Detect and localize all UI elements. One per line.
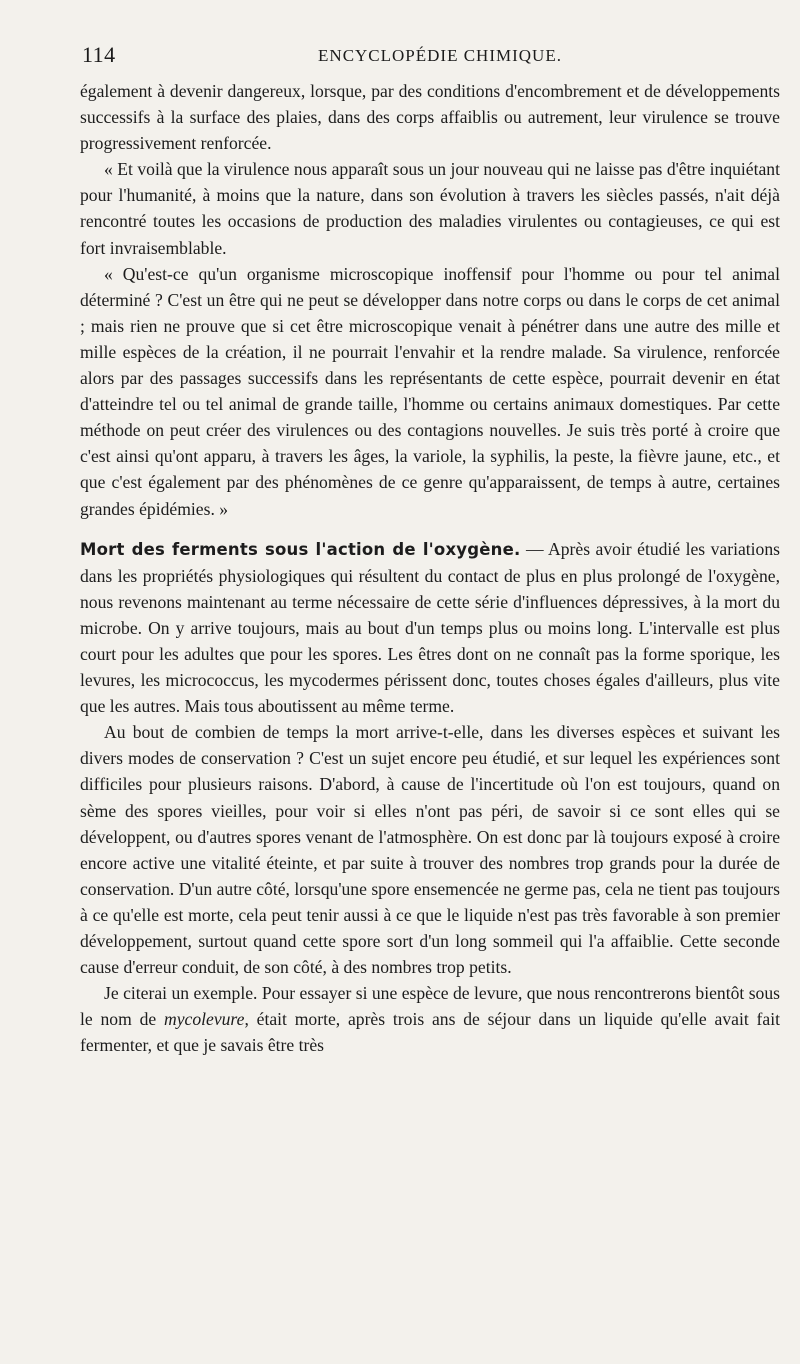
header-title: ENCYCLOPÉDIE CHIMIQUE. bbox=[318, 46, 562, 65]
paragraph bbox=[80, 980, 780, 1058]
paragraph: « Qu'est-ce qu'un organisme microscopique inoffensif pour l'homme ou pour tel animal déterminé ? C'est un être qui ne peut se développer dans notre corps ou dans le corps de cet animal ; mais rien ne prouve que si cet être microscopique venait à pénétrer dans une autre des mille et mille espèces de la création, il ne pourrait l'envahir et la rendre malade. Sa virulence, renforcée alors par des passages successifs dans les représentants de cette espèce, pourrait devenir en état d'atteindre tel ou tel animal de grande taille, l'homme ou certains animaux domestiques. Par cette méthode on peut créer des virulences ou des contagions nouvelles. Je suis très porté à croire que c'est ainsi qu'ont apparu, à travers les âges, la variole, la syphilis, la peste, la fièvre jaune, etc., et que c'est également par des phénomènes de ce genre qu'apparaissent, de temps à autre, certaines grandes épidémies. » bbox=[80, 263, 780, 519]
running-head bbox=[80, 38, 780, 78]
paragraph: Au bout de combien de temps la mort arrive-t-elle, dans les diverses espèces et suivant les divers modes de conservation ? C'est un sujet encore peu étudié, et sur lequel les expériences sont difficiles pour plusieurs raisons. D'abord, à cause de l'incertitude où l'on est toujours, quand on sème des spores vieilles, pour voir si elles n'ont pas péri, de savoir si ce sont elles qui se développent, ou d'autres spores venant de l'atmosphère. On est donc par là toujours exposé à croire encore active une vitalité éteinte, et par suite à trouver des nombres trop grands pour la durée de conservation. D'un autre côté, lorsqu'une spore ensemencée ne germe pas, cela ne tient pas toujours à ce qu'elle est morte, cela peut tenir aussi à ce que le liquide n'est pas très favorable à son premier développement, surtout quand cette spore sort d'un long sommeil qui l'a affaiblie. Cette seconde cause d'erreur conduit, de son côté, à des nombres trop petits. bbox=[80, 722, 780, 978]
section-paragraph-text: — Après avoir étudié les variations dans les propriétés physiologiques qui résultent du contact de plus en plus prolongé de l'oxygène, nous revenons maintenant au terme nécessaire de cette série d'influences dépressives, à la mort du microbe. On y arrive toujours, mais au bout d'un temps plus ou moins long. L'intervalle est plus court pour les adultes que pour les spores. Les êtres dont on ne connaît pas la forme sporique, les levures, les micrococcus, les mycodermes périssent donc, toutes choses égales d'ailleurs, plus vite que les autres. Mais tous aboutissent au même terme. bbox=[80, 538, 780, 717]
paragraph: également à devenir dangereux, lorsque, par des conditions d'encombrement et de développements successifs à la surface des plaies, dans des corps affaiblis ou autrement, leur virulence se trouve progressivement renforcée. bbox=[80, 81, 780, 154]
section-heading: Mort des ferments sous l'action de l'oxygène. bbox=[80, 539, 521, 559]
paragraph: « Et voilà que la virulence nous apparaît sous un jour nouveau qui ne laisse pas d'être inquiétant pour l'humanité, à moins que la nature, dans son évolution à travers les siècles passés, n'ait déjà rencontré toutes les occasions de production des maladies virulentes ou contagieuses, ce qui est fort invraisemblable. bbox=[80, 159, 780, 258]
paragraph-text-before: Je citerai un exemple. Pour essayer si une espèce de levure, que nous rencontrerons bientôt sous le nom de bbox=[80, 983, 780, 1030]
page-number: 114 bbox=[82, 42, 116, 67]
paragraph-text-after: , était morte, après trois ans de séjour dans un liquide qu'elle avait fait fermenter, et que je savais être très bbox=[80, 1009, 780, 1056]
section-paragraph bbox=[80, 536, 780, 720]
body-text bbox=[80, 78, 780, 1058]
italic-term: mycolevure bbox=[164, 1009, 245, 1030]
book-page bbox=[80, 38, 780, 1058]
